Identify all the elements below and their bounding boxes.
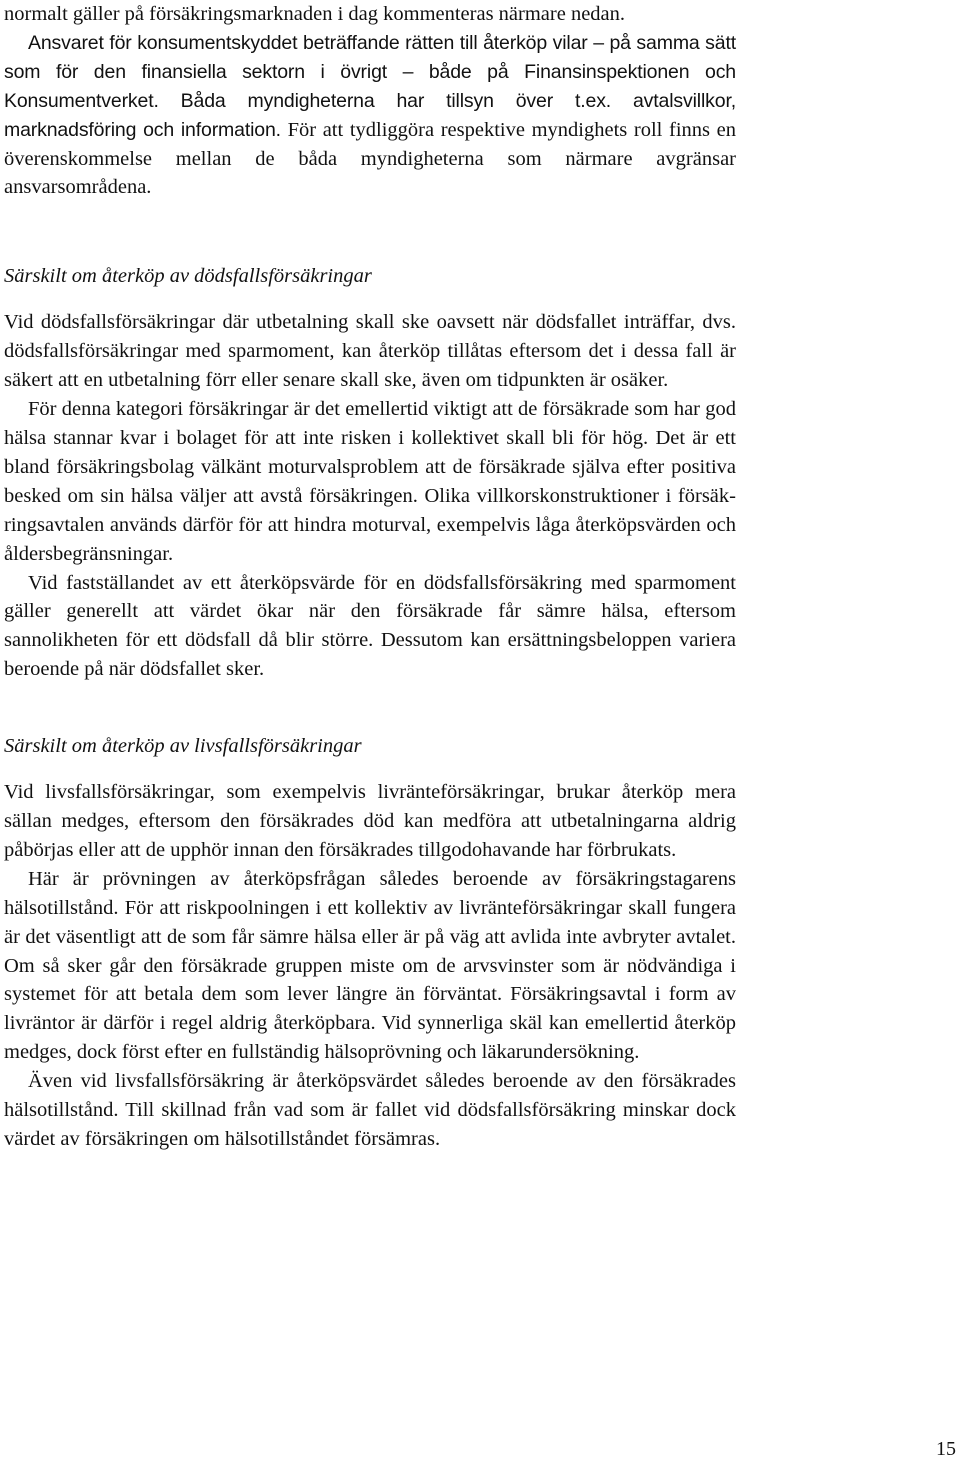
section-heading-dodsfall: Särskilt om återköp av dödsfallsförsäkringar [4, 265, 372, 288]
page-number: 15 [936, 1438, 956, 1460]
intro-paragraph-2 [4, 29, 736, 202]
section1-paragraph-2: För denna kategori försäkringar är det emellertid viktigt att de försäkrade som har god hälsa stannar kvar i bolaget för att inte risken i kollektivet skall bli för hög. Det är ett bland försäkringsbolag välkänt moturvalsproblem att de försäkrade själva efter positiva besked om sin hälsa väljer att avstå försäkringen. Olika villkorskonstruktioner i försäkringsavtalen används därför för att hindra moturval, exempelvis låga återköpsvärden och åldersbegränsningar. [4, 398, 736, 565]
section1-paragraph-1: Vid dödsfallsförsäkringar där utbetalning skall ske oavsett när dödsfallet inträffar, dvs. dödsfallsförsäkringar med sparmoment, kan återköp tillåtas eftersom det i dessa fall är säkert att en utbetalning förr eller senare skall ske, även om tidpunkten är osäker. [4, 311, 736, 392]
section2-paragraph-1: Vid livsfallsförsäkringar, som exempelvis livränteförsäkringar, brukar återköp mera sällan medges, eftersom den försäkrades död kan medföra att utbetalningarna aldrig påbörjas eller att de upphör innan den försäkrades tillgodohavande har förbrukats. [4, 781, 736, 861]
section-heading-livsfall: Särskilt om återköp av livsfallsförsäkringar [4, 735, 362, 758]
section2-paragraph-2: Här är prövningen av återköpsfrågan således beroende av försäkringstagarens hälsotillstånd. För att riskpoolningen i ett kollektiv av livränteförsäkringar skall fungera är det väsentligt att de som får sämre hälsa eller är på väg att avlida inte avbryter avtalet. Om så sker går den försäkrade gruppen miste om de arvsvinster som är nödvändiga i systemet för att betala dem som lever längre än förväntat. Försäkringsavtal i form av livräntor är därför i regel aldrig återköpbara. Vid synnerliga skäl kan emellertid återköp medges, dock först efter en fullständig hälsoprövning och läkarundersökning. [4, 867, 736, 1064]
document-page [4, 0, 736, 1154]
section1-paragraph-3: Vid fastställandet av ett återköpsvärde för en dödsfallsförsäkring med sparmoment gäller generellt att värdet ökar när den försäkrade får sämre hälsa, eftersom sannolikheten för ett dödsfall då blir större. Dessutom kan ersättningsbeloppen variera beroende på när dödsfallet sker. [4, 571, 736, 681]
intro-paragraph-2-serif: För att tydliggöra respektive myndighets roll finns en överenskommelse mellan de båda myndigheterna som närmare avgränsar ansvarsområdena. [4, 118, 737, 199]
intro-paragraph-2-sans: Ansvaret för konsumentskyddet beträffande rätten till återköp vilar – på samma sätt som för den finansiella sektorn i övrigt – både på Finansinspektionen och Konsumentverket. Båda myndigheterna har tillsyn över t.ex. avtalsvillkor, marknadsföring och information. [4, 31, 736, 141]
section2-paragraph-3: Även vid livsfallsförsäkring är återköpsvärdet således beroende av den försäkrades hälsotillstånd. Till skillnad från vad som är fallet vid dödsfallsförsäkring minskar dock värdet av försäkringen om hälsotillståndet försämras. [4, 1070, 736, 1150]
intro-paragraph-1: normalt gäller på försäkringsmarknaden i dag kommenteras närmare nedan. [4, 3, 626, 25]
